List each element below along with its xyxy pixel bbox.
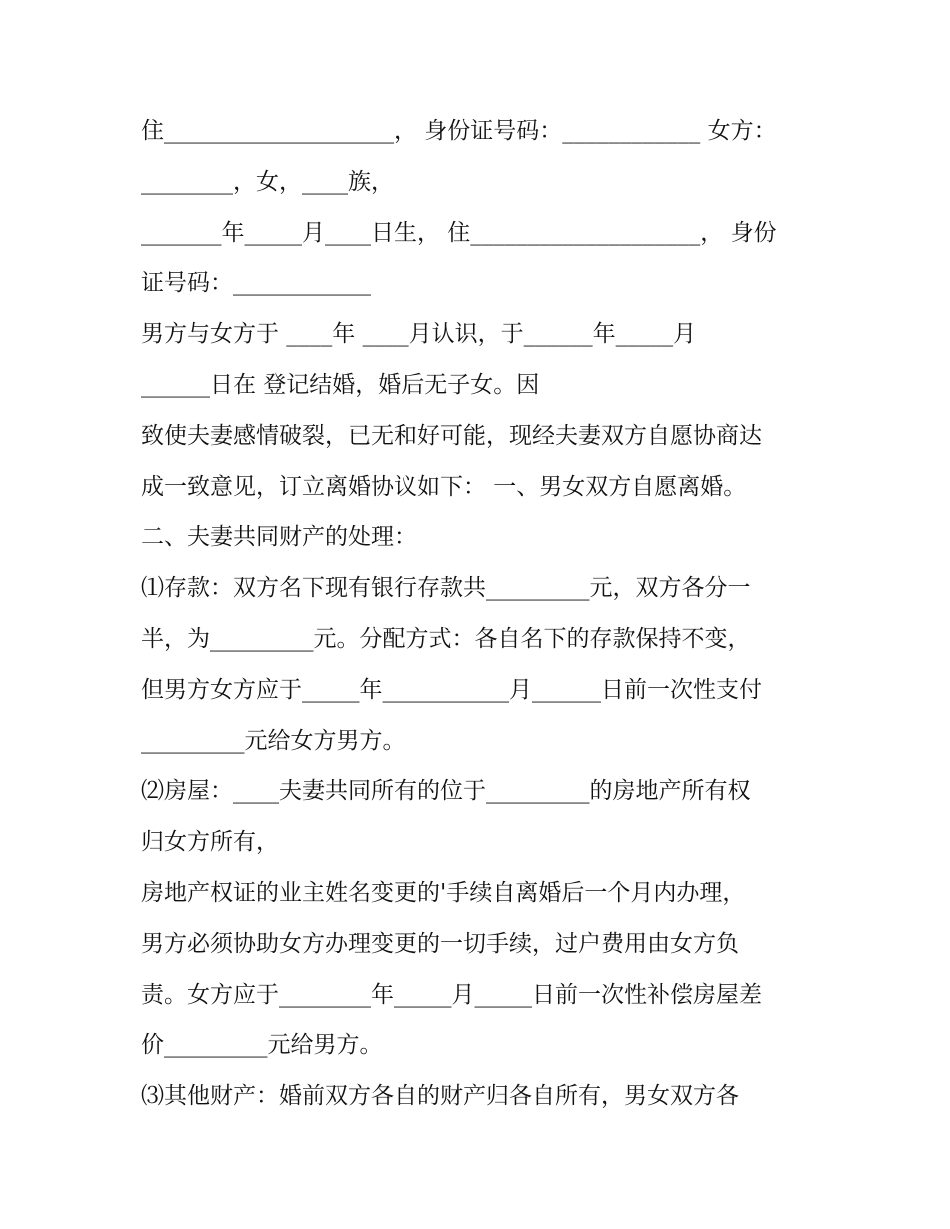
text-line: 致使夫妻感情破裂，已无和好可能，现经夫妻双方自愿协商达 [141, 422, 762, 449]
text-line: 男方必须协助女方办理变更的一切手续，过户费用由女方负 [141, 930, 739, 957]
text-line: 价_________元给男方。 [141, 1032, 383, 1059]
text-line: ⑶其他财产：婚前双方各自的财产归各自所有，男女双方各 [141, 1083, 739, 1110]
text-line: ⑴存款：双方名下现有银行存款共_________元，双方各分一 [141, 575, 751, 602]
text-line: _______年_____月____日生， 住____________________， 身份 [141, 219, 777, 246]
text-line: ________，女，____族， [141, 168, 394, 195]
text-line: _________元给女方男方。 [141, 727, 406, 754]
text-line: 房地产权证的业主姓名变更的'手续自离婚后一个月内办理， [141, 879, 746, 906]
text-line: 责。女方应于________年_____月_____日前一次性补偿房屋差 [141, 981, 762, 1008]
text-line: ⑵房屋：____夫妻共同所有的位于_________的房地产所有权 [141, 778, 751, 805]
text-line: 半，为_________元。分配方式：各自名下的存款保持不变， [141, 625, 751, 652]
text-line: 成一致意见，订立离婚协议如下： 一、男女双方自愿离婚。 [141, 473, 747, 500]
section-heading: 二、夫妻共同财产的处理： [141, 524, 417, 551]
text-line: 男方与女方于 ____年 ____月认识，于______年_____月 [141, 321, 697, 348]
text-line: 但男方女方应于_____年___________月______日前一次性支付 [141, 676, 762, 703]
text-line: 证号码：____________ [141, 270, 371, 297]
text-line: 归女方所有， [141, 829, 279, 856]
agreement-body [141, 106, 821, 1122]
text-line: 住____________________， 身份证号码：____________ 女方： [141, 118, 777, 144]
text-line: ______日在 登记结婚，婚后无子女。因 [141, 371, 540, 398]
